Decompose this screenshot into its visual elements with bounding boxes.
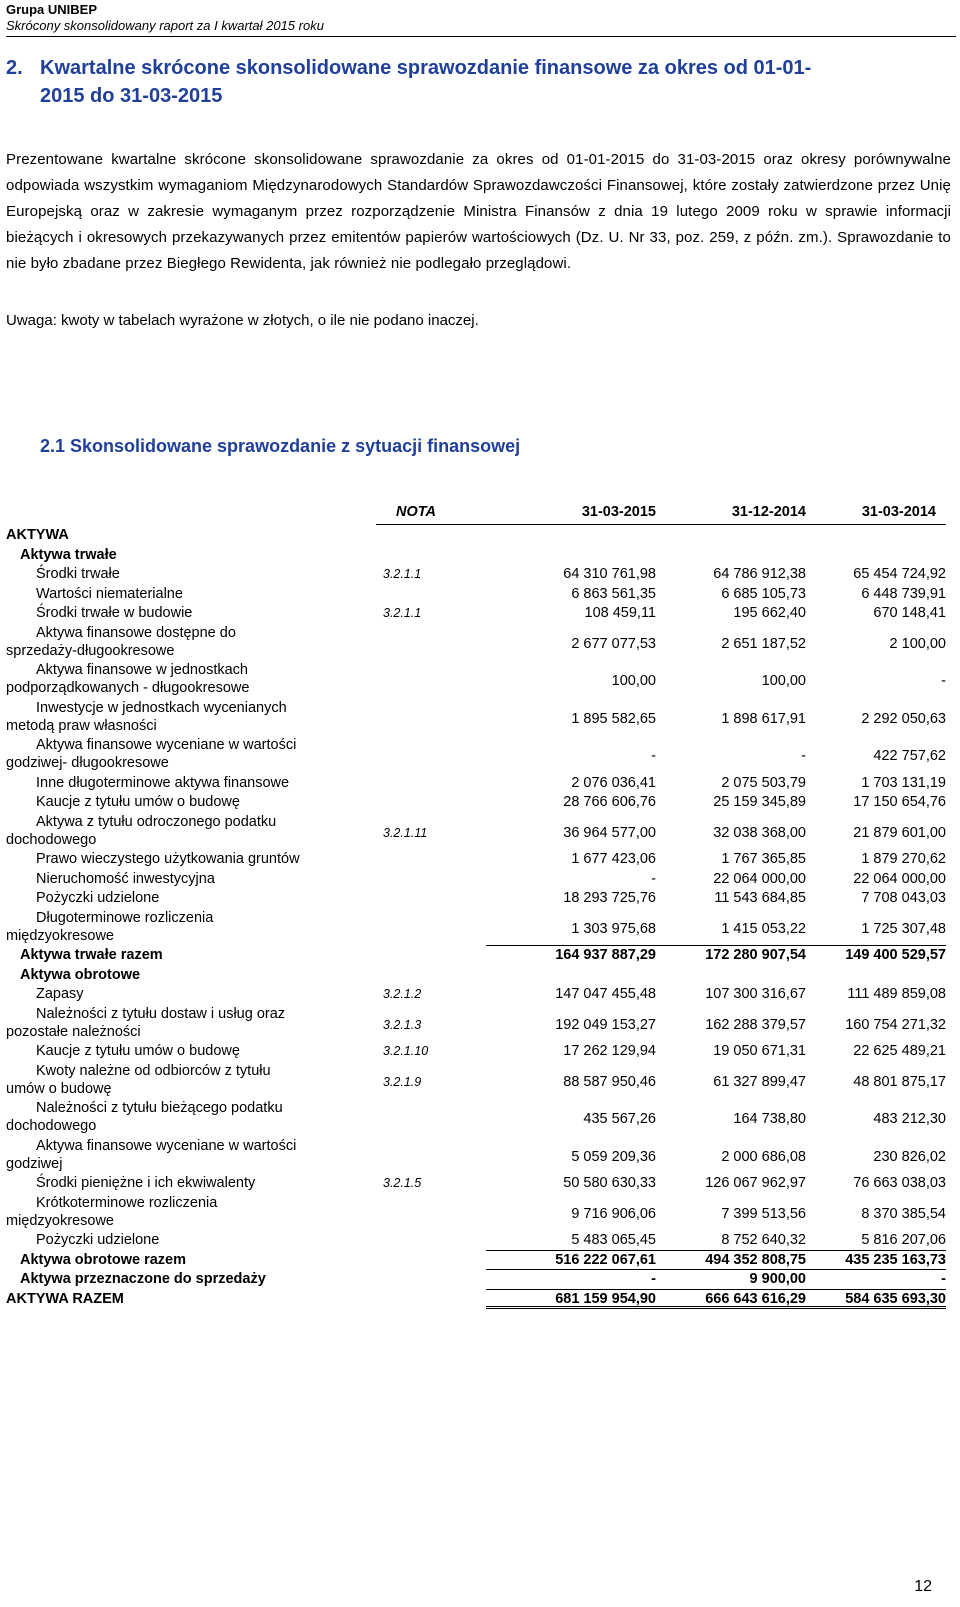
table-row <box>6 699 956 737</box>
table-row <box>6 793 956 813</box>
table-row <box>6 526 956 546</box>
row-label-line2: umów o budowę <box>6 1080 112 1097</box>
row-label <box>6 909 214 945</box>
header-col-31-03-2014: 31-03-2014 <box>861 504 936 520</box>
page-header <box>6 2 956 37</box>
table-body <box>6 526 956 1309</box>
row-label: Aktywa obrotowe razem <box>20 1251 186 1268</box>
row-value-v2: 162 288 379,57 <box>705 1016 806 1033</box>
row-value-v2: 6 685 105,73 <box>721 585 806 602</box>
row-value-v3: 435 235 163,73 <box>845 1251 946 1268</box>
row-value-v1: - <box>651 1271 656 1287</box>
row-value-v3: 149 400 529,57 <box>845 947 946 963</box>
row-label-line1: Kwoty należne od odbiorców z tytułu <box>36 1062 271 1079</box>
table-row <box>6 966 956 986</box>
currency-note: Uwaga: kwoty w tabelach wyrażone w złotych, o ile nie podano inaczej. <box>6 312 479 329</box>
row-value-v2: 666 643 616,29 <box>705 1290 806 1307</box>
row-value-v3: - <box>941 673 946 689</box>
row-label: Zapasy <box>36 986 84 1002</box>
row-label-line2: dochodowego <box>6 831 97 848</box>
row-value-v1: 164 937 887,29 <box>555 947 656 963</box>
row-value-v3: 17 150 654,76 <box>853 794 946 810</box>
page-number: 12 <box>914 1578 932 1595</box>
row-value-v1: 9 716 906,06 <box>571 1205 656 1222</box>
table-row <box>6 546 956 566</box>
report-subtitle: Skrócony skonsolidowany raport za I kwartał 2015 roku <box>6 18 324 33</box>
row-note-ref: 3.2.1.2 <box>383 987 422 1001</box>
row-value-v1: 1 895 582,65 <box>571 710 656 727</box>
row-value-v3: 230 826,02 <box>873 1148 946 1165</box>
row-label <box>6 1194 218 1230</box>
row-value-v1: 18 293 725,76 <box>563 890 656 906</box>
row-value-v2: 1 898 617,91 <box>721 710 806 727</box>
row-value-v1: 516 222 067,61 <box>555 1251 656 1268</box>
table-row <box>6 985 956 1005</box>
row-label: AKTYWA <box>6 527 69 543</box>
row-value-v2: 100,00 <box>761 673 806 689</box>
row-label: Inne długoterminowe aktywa finansowe <box>36 774 290 791</box>
row-label: Aktywa obrotowe <box>20 966 141 983</box>
row-label-line1: Aktywa finansowe w jednostkach <box>36 662 248 678</box>
row-label-line1: Długoterminowe rozliczenia <box>36 909 214 926</box>
row-value-v2: 172 280 907,54 <box>705 947 806 963</box>
header-nota: NOTA <box>396 504 437 520</box>
row-label <box>6 624 236 660</box>
row-value-v1: 192 049 153,27 <box>555 1016 656 1033</box>
row-value-v3: 22 625 489,21 <box>853 1043 946 1059</box>
row-value-v2: 64 786 912,38 <box>713 566 806 582</box>
row-label: Środki trwałe w budowie <box>36 605 193 621</box>
row-value-v2: 9 900,00 <box>749 1271 806 1287</box>
row-value-v3: 1 725 307,48 <box>861 920 946 937</box>
row-value-v2: 164 738,80 <box>733 1111 806 1127</box>
row-value-v2: 32 038 368,00 <box>713 824 806 841</box>
row-value-v1: 100,00 <box>611 673 656 689</box>
row-value-v2: 2 651 187,52 <box>721 635 806 652</box>
row-value-v3: 2 292 050,63 <box>861 710 946 727</box>
table-row <box>6 585 956 605</box>
row-value-v3: 483 212,30 <box>873 1111 946 1127</box>
row-value-v3: 76 663 038,03 <box>853 1175 946 1191</box>
row-value-v3: 65 454 724,92 <box>853 566 946 582</box>
table-row <box>6 946 956 966</box>
row-value-v3: 48 801 875,17 <box>853 1073 946 1090</box>
table-row <box>6 850 956 870</box>
row-note-ref: 3.2.1.9 <box>383 1074 422 1089</box>
table-row <box>6 1194 956 1232</box>
row-label <box>6 813 277 849</box>
table-row <box>6 889 956 909</box>
row-value-v2: 8 752 640,32 <box>721 1232 806 1248</box>
row-value-v2: 126 067 962,97 <box>705 1175 806 1191</box>
row-value-v1: 2 677 077,53 <box>571 635 656 652</box>
row-value-v1: 1 677 423,06 <box>571 851 656 867</box>
row-value-v3: 584 635 693,30 <box>845 1290 946 1307</box>
company-name: Grupa UNIBEP <box>6 2 98 17</box>
row-value-v2: 61 327 899,47 <box>713 1073 806 1090</box>
row-label <box>6 736 297 772</box>
row-label <box>6 1099 283 1135</box>
table-header <box>6 500 956 526</box>
header-rule <box>376 524 946 525</box>
row-note-ref: 3.2.1.11 <box>383 825 428 840</box>
row-label-line1: Aktywa finansowe dostępne do <box>36 624 236 641</box>
row-value-v1: 36 964 577,00 <box>563 824 656 841</box>
row-value-v3: 111 489 859,08 <box>847 986 946 1002</box>
row-value-v2: 25 159 345,89 <box>713 794 806 810</box>
row-value-v2: 11 543 684,85 <box>714 890 806 906</box>
table-row <box>6 813 956 851</box>
row-value-v1: 681 159 954,90 <box>555 1290 656 1307</box>
row-label <box>6 661 250 697</box>
table-row <box>6 870 956 890</box>
row-label: Nieruchomość inwestycyjna <box>36 870 215 887</box>
row-value-v1: - <box>651 748 656 764</box>
row-label-line1: Aktywa z tytułu odroczonego podatku <box>36 813 277 830</box>
row-value-v2: 2 075 503,79 <box>721 774 806 791</box>
row-value-v3: 422 757,62 <box>873 748 946 764</box>
row-value-v2: 1 767 365,85 <box>721 851 806 867</box>
row-label: Prawo wieczystego użytkowania gruntów <box>36 851 300 867</box>
table-row <box>6 736 956 774</box>
row-label-line2: międzyokresowe <box>6 927 114 944</box>
row-value-v1: 435 567,26 <box>583 1111 656 1127</box>
row-value-v1: 2 076 036,41 <box>571 774 656 791</box>
row-note-ref: 3.2.1.1 <box>383 606 422 620</box>
row-value-v2: 107 300 316,67 <box>705 986 806 1002</box>
section-2-number: 2. <box>6 57 23 79</box>
row-value-v1: 108 459,11 <box>584 605 656 621</box>
row-label: Kaucje z tytułu umów o budowę <box>36 794 240 810</box>
row-label-line2: podporządkowanych - długookresowe <box>6 680 250 696</box>
table-row <box>6 1137 956 1175</box>
row-label: Kaucje z tytułu umów o budowę <box>36 1043 240 1059</box>
row-label: Aktywa przeznaczone do sprzedaży <box>20 1271 266 1287</box>
row-value-v3: 1 703 131,19 <box>861 774 946 791</box>
row-value-v1: - <box>651 870 656 887</box>
row-value-v1: 147 047 455,48 <box>555 986 656 1002</box>
row-value-v1: 6 863 561,35 <box>571 585 656 602</box>
table-row <box>6 1062 956 1100</box>
table-row <box>6 1042 956 1062</box>
row-value-v1: 50 580 630,33 <box>563 1175 656 1191</box>
row-value-v3: 5 816 207,06 <box>861 1232 946 1248</box>
table-row <box>6 604 956 624</box>
row-label-line2: godziwej- długookresowe <box>6 755 169 771</box>
row-label-line1: Aktywa finansowe wyceniane w wartości <box>36 1137 297 1154</box>
row-label <box>6 1062 271 1098</box>
row-note-ref: 3.2.1.3 <box>383 1017 422 1032</box>
row-label-line2: metodą praw własności <box>6 717 157 734</box>
table-row <box>6 1270 956 1290</box>
table-row <box>6 565 956 585</box>
row-value-v2: 2 000 686,08 <box>721 1148 806 1165</box>
row-label <box>6 699 287 735</box>
row-label: Pożyczki udzielone <box>36 890 160 906</box>
row-value-v1: 64 310 761,98 <box>563 566 656 582</box>
row-label: Środki pieniężne i ich ekwiwalenty <box>36 1175 256 1191</box>
total-double-rule <box>486 1306 946 1309</box>
row-label-line1: Krótkoterminowe rozliczenia <box>36 1194 218 1211</box>
row-value-v3: 2 100,00 <box>889 635 946 652</box>
financial-position-table <box>6 500 956 1309</box>
row-note-ref: 3.2.1.1 <box>383 567 422 581</box>
section-2-1-heading: 2.1 Skonsolidowane sprawozdanie z sytuacji finansowej <box>40 436 521 456</box>
row-label-line2: godziwej <box>6 1155 63 1172</box>
table-row <box>6 1290 956 1310</box>
row-value-v3: 7 708 043,03 <box>861 890 946 906</box>
row-value-v1: 88 587 950,46 <box>563 1073 656 1090</box>
row-label-line1: Aktywa finansowe wyceniane w wartości <box>36 737 297 753</box>
table-row <box>6 1174 956 1194</box>
row-value-v1: 5 059 209,36 <box>571 1148 656 1165</box>
table-row <box>6 624 956 662</box>
row-label <box>6 1005 286 1041</box>
row-label-line1: Należności z tytułu bieżącego podatku <box>36 1100 283 1116</box>
row-label-line2: międzyokresowe <box>6 1212 114 1229</box>
row-value-v2: 7 399 513,56 <box>721 1205 806 1222</box>
row-value-v2: 1 415 053,22 <box>721 920 806 937</box>
table-row <box>6 909 956 947</box>
table-row <box>6 1251 956 1271</box>
row-value-v1: 28 766 606,76 <box>563 794 656 810</box>
header-col-31-12-2014: 31-12-2014 <box>731 504 806 520</box>
row-label: Aktywa trwałe <box>20 546 117 563</box>
row-note-ref: 3.2.1.5 <box>383 1176 422 1190</box>
row-value-v2: 19 050 671,31 <box>713 1043 806 1059</box>
row-value-v2: 195 662,40 <box>733 605 806 621</box>
row-value-v3: 8 370 385,54 <box>861 1205 946 1222</box>
table-row <box>6 1231 956 1251</box>
row-value-v3: - <box>941 1271 946 1287</box>
row-value-v1: 5 483 065,45 <box>571 1232 656 1248</box>
row-label-line2: sprzedaży-długookresowe <box>6 642 175 659</box>
row-value-v3: 1 879 270,62 <box>861 851 946 867</box>
row-value-v3: 6 448 739,91 <box>861 585 946 602</box>
intro-paragraph: Prezentowane kwartalne skrócone skonsolidowane sprawozdanie za okres od 01-01-2015 do 31-03-2015 oraz okresy porównywalne odpowiada wszystkim wymaganiom Międzynarodowych Standardów Sprawozdawczości Finansowej, które zostały zatwierdzone przez Unię Europejską oraz w zakresie wymaganym przez rozporządzenie Ministra Finansów z dnia 19 lutego 2009 roku w sprawie informacji bieżących i okresowych przekazywanych przez emitentów papierów wartościowych (Dz. U. Nr 33, poz. 259, z późn. zm.). Sprawozdanie to nie było zbadane przez Biegłego Rewidenta, jak również nie podlegało przeglądowi. <box>6 151 951 272</box>
table-row <box>6 1005 956 1043</box>
row-value-v3: 160 754 271,32 <box>845 1016 946 1033</box>
row-label: Wartości niematerialne <box>36 585 183 602</box>
row-value-v2: 22 064 000,00 <box>713 870 806 887</box>
section-2-title-line2: 2015 do 31-03-2015 <box>40 85 223 107</box>
section-2-heading <box>6 54 926 110</box>
row-label-line1: Inwestycje w jednostkach wycenianych <box>36 699 287 716</box>
table-row <box>6 1099 956 1137</box>
table-row <box>6 774 956 794</box>
section-2-title-line1: Kwartalne skrócone skonsolidowane sprawozdanie finansowe za okres od 01-01- <box>40 57 812 79</box>
row-label-line1: Należności z tytułu dostaw i usług oraz <box>36 1005 286 1022</box>
table-row <box>6 661 956 699</box>
row-label: Pożyczki udzielone <box>36 1232 160 1248</box>
row-label: Aktywa trwałe razem <box>20 947 163 963</box>
row-value-v2: - <box>801 748 806 764</box>
row-value-v3: 22 064 000,00 <box>853 870 946 887</box>
row-value-v1: 17 262 129,94 <box>563 1043 656 1059</box>
row-value-v3: 670 148,41 <box>873 605 946 621</box>
row-label: Środki trwałe <box>36 566 120 582</box>
row-label-line2: dochodowego <box>6 1118 97 1134</box>
row-note-ref: 3.2.1.10 <box>383 1044 429 1058</box>
row-value-v1: 1 303 975,68 <box>571 920 656 937</box>
row-label: AKTYWA RAZEM <box>6 1290 124 1307</box>
row-label <box>6 1137 297 1173</box>
row-label-line2: pozostałe należności <box>6 1023 141 1040</box>
row-value-v3: 21 879 601,00 <box>853 824 946 841</box>
row-value-v2: 494 352 808,75 <box>705 1251 806 1268</box>
header-col-31-03-2015: 31-03-2015 <box>581 504 656 520</box>
